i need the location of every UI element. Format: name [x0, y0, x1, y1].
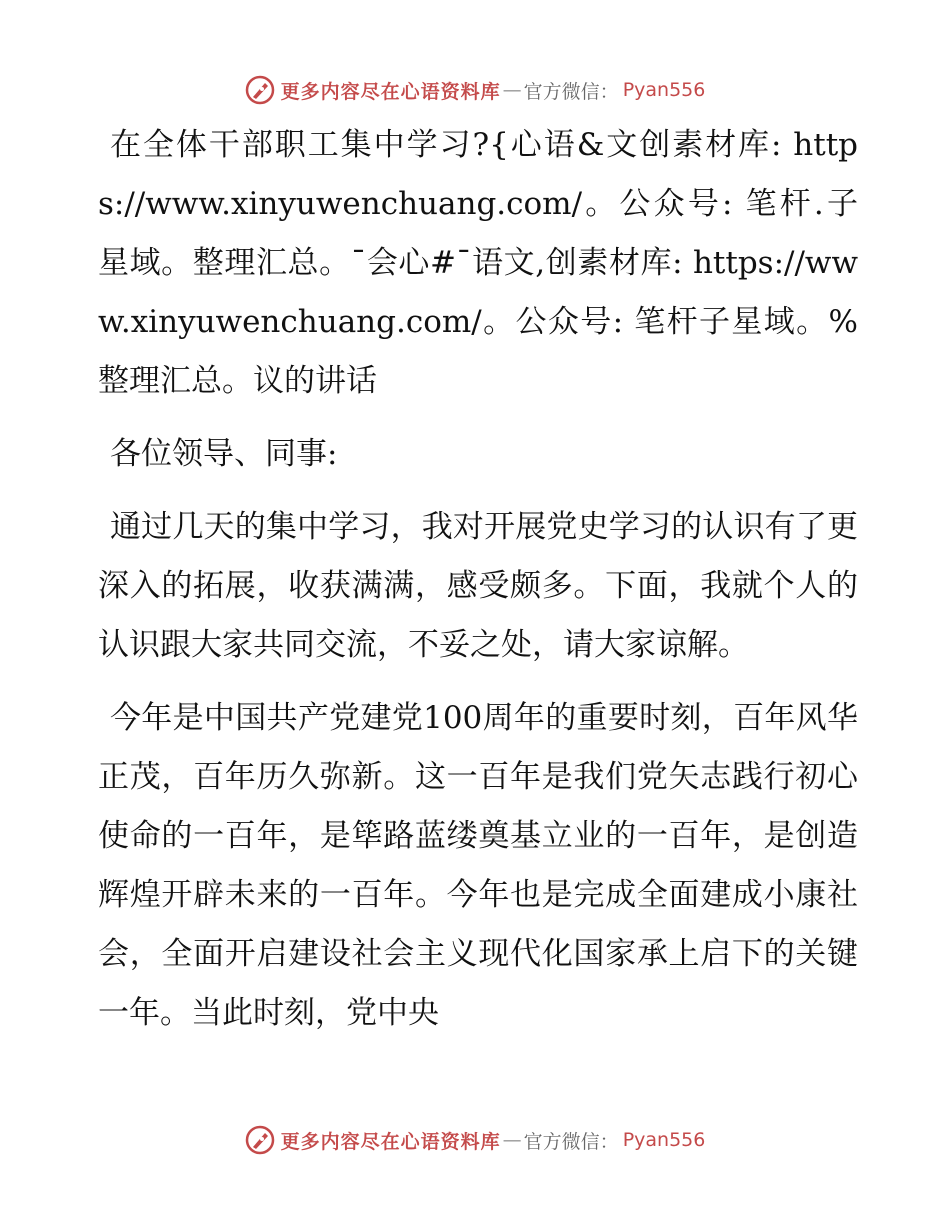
watermark-main-text: 更多内容尽在心语资料库 — [280, 80, 501, 103]
watermark-dash: — — [502, 1129, 522, 1151]
watermark-label: 官方微信： — [523, 1130, 619, 1153]
pen-logo-icon — [245, 1125, 275, 1155]
header-watermark — [0, 70, 950, 110]
paragraph-body-1: 通过几天的集中学习，我对开展党史学习的认识有了更深入的拓展，收获满满，感受颇多。下面，我就个人的认识跟大家共同交流，不妥之处，请大家谅解。 — [98, 509, 858, 663]
footer-watermark — [0, 1120, 950, 1160]
watermark-wechat-id: Pyan556 — [622, 1129, 706, 1151]
watermark-label: 官方微信： — [523, 80, 619, 103]
paragraph-title: 在全体干部职工集中学习?{心语&文创素材库: https://www.xinyuwenchuang.com/。公众号: 笔杆.子星域。整理汇总。¯会心#¯语文,创素材库: https://www.xinyuwenchuang.com/。公众号: 笔杆子星域。%整理汇总。议的讲话 — [98, 127, 858, 399]
paragraph-body-2: 今年是中国共产党建党100周年的重要时刻，百年风华正茂，百年历久弥新。这一百年是我们党矢志践行初心使命的一百年，是筚路蓝缕奠基立业的一百年，是创造辉煌开辟未来的一百年。今年也是完成全面建成小康社会，全面开启建设社会主义现代化国家承上启下的关键一年。当此时刻，党中央 — [98, 700, 858, 1031]
watermark-dash: — — [502, 79, 522, 101]
watermark-wechat-id: Pyan556 — [622, 79, 706, 101]
paragraph-salutation: 各位领导、同事: — [110, 436, 338, 472]
pen-logo-icon — [245, 75, 275, 105]
document-body — [98, 116, 858, 1057]
watermark-main-text: 更多内容尽在心语资料库 — [280, 1130, 501, 1153]
